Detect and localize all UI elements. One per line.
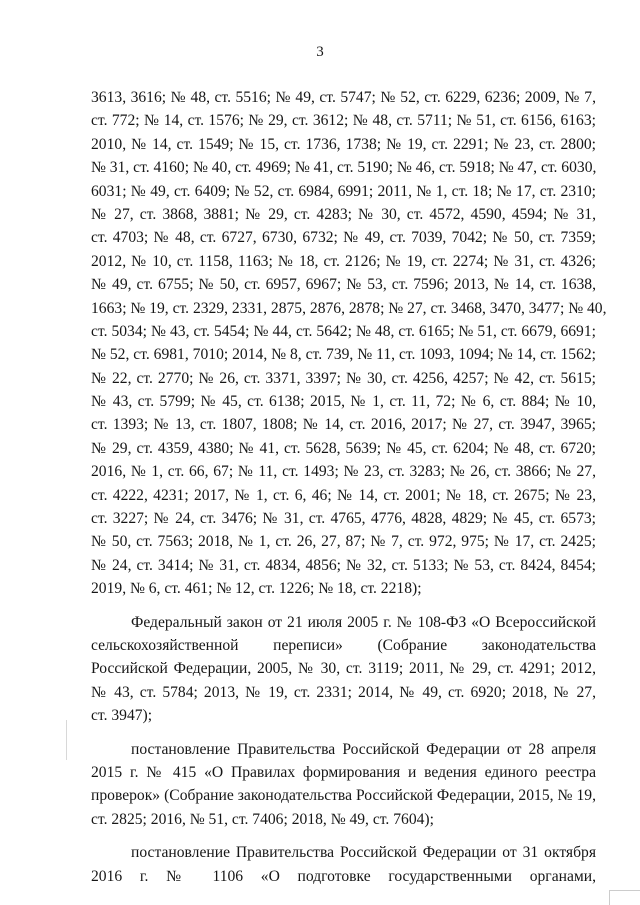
- text-line: № 31, ст. 4160; № 40, ст. 4969; № 41, ст. 5190; № 46, ст. 5918; № 47, ст. 6030,: [91, 159, 597, 177]
- text-line: № 24, ст. 3414; № 31, ст. 4834, 4856; № 32, ст. 5133; № 53, ст. 8424, 8454;: [91, 556, 596, 574]
- text-line: 2015 г. № 415 «О Правилах формирования и ведения единого реестра: [91, 763, 596, 781]
- page-corner-artifact: [609, 890, 640, 905]
- document-body: [91, 86, 607, 888]
- text-line: постановление Правительства Российской Федерации от 28 апреля: [131, 740, 596, 758]
- paragraph-gap: [91, 601, 596, 611]
- text-line: ст. 1393; № 13, ст. 1807, 1808; № 14, ст. 2016, 2017; № 27, ст. 3947, 3965;: [91, 416, 596, 434]
- text-line: ст. 4222, 4231; 2017, № 1, ст. 6, 46; № 14, ст. 2001; № 18, ст. 2675; № 23,: [91, 486, 596, 504]
- paragraph-gap: [91, 728, 596, 738]
- text-line: ст. 772; № 14, ст. 1576; № 29, ст. 3612; № 48, ст. 5711; № 51, ст. 6156, 6163;: [91, 112, 596, 130]
- text-line: ст. 4703; № 48, ст. 6727, 6730, 6732; № 49, ст. 7039, 7042; № 50, ст. 7359;: [91, 229, 596, 247]
- text-line: ст. 5034; № 43, ст. 5454; № 44, ст. 5642; № 48, ст. 6165; № 51, ст. 6679, 6691;: [91, 322, 596, 340]
- text-line: № 50, ст. 7563; 2018, № 1, ст. 26, 27, 87; № 7, ст. 972, 975; № 17, ст. 2425;: [91, 533, 596, 551]
- text-line: проверок» (Собрание законодательства Российской Федерации, 2015, № 19,: [91, 787, 596, 805]
- text-line: постановление Правительства Российской Федерации от 31 октября: [131, 844, 596, 862]
- paragraph-gap: [91, 831, 596, 841]
- text-line: № 52, ст. 6981, 7010; 2014, № 8, ст. 739, № 11, ст. 1093, 1094; № 14, ст. 1562;: [91, 346, 596, 364]
- text-line: Российской Федерации, 2005, № 30, ст. 3119; 2011, № 29, ст. 4291; 2012,: [91, 660, 596, 678]
- scan-artifact: [66, 720, 67, 760]
- text-line: 1663; № 19, ст. 2329, 2331, 2875, 2876, 2878; № 27, ст. 3468, 3470, 3477; № 40,: [91, 299, 607, 317]
- text-line: № 49, ст. 6755; № 50, ст. 6957, 6967; № 53, ст. 7596; 2013, № 14, ст. 1638,: [91, 276, 596, 294]
- text-line: 2016 г. № 1106 «О подготовке государственными органами,: [91, 867, 596, 885]
- text-line: ст. 2825; 2016, № 51, ст. 7406; 2018, № 49, ст. 7604);: [91, 810, 434, 828]
- page-number: 3: [316, 44, 324, 60]
- text-line: 2016, № 1, ст. 66, 67; № 11, ст. 1493; № 23, ст. 3283; № 26, ст. 3866; № 27,: [91, 463, 596, 481]
- text-line: ст. 3947);: [91, 707, 153, 725]
- text-line: 3613, 3616; № 48, ст. 5516; № 49, ст. 5747; № 52, ст. 6229, 6236; 2009, № 7,: [91, 89, 596, 106]
- federal-law-108-paragraph: [91, 611, 596, 728]
- text-line: № 43, ст. 5799; № 45, ст. 6138; 2015, № 1, ст. 11, 72; № 6, ст. 884; № 10,: [91, 393, 596, 411]
- text-line: 2019, № 6, ст. 461; № 12, ст. 1226; № 18, ст. 2218);: [91, 580, 422, 598]
- text-line: ст. 3227; № 24, ст. 3476; № 31, ст. 4765, 4776, 4828, 4829; № 45, ст. 6573;: [91, 510, 596, 528]
- text-line: 6031; № 49, ст. 6409; № 52, ст. 6984, 6991; 2011, № 1, ст. 18; № 17, ст. 2310;: [91, 182, 596, 200]
- text-line: № 27, ст. 3868, 3881; № 29, ст. 4283; № 30, ст. 4572, 4590, 4594; № 31,: [91, 205, 596, 223]
- resolution-415-paragraph: [91, 738, 596, 832]
- citation-list-paragraph: [91, 86, 607, 601]
- resolution-1106-paragraph: [91, 841, 596, 888]
- text-line: 2012, № 10, ст. 1158, 1163; № 18, ст. 2126; № 19, ст. 2274; № 31, ст. 4326;: [91, 252, 596, 270]
- text-line: № 43, ст. 5784; 2013, № 19, ст. 2331; 2014, № 49, ст. 6920; 2018, № 27,: [91, 683, 596, 701]
- text-line: 2010, № 14, ст. 1549; № 15, ст. 1736, 1738; № 19, ст. 2291; № 23, ст. 2800;: [91, 135, 596, 153]
- text-line: сельскохозяйственной переписи» (Собрание законодательства: [91, 636, 596, 654]
- text-line: № 22, ст. 2770; № 26, ст. 3371, 3397; № 30, ст. 4256, 4257; № 42, ст. 5615;: [91, 369, 596, 387]
- text-line: Федеральный закон от 21 июля 2005 г. № 108-ФЗ «О Всероссийской: [131, 613, 596, 631]
- text-line: № 29, ст. 4359, 4380; № 41, ст. 5628, 5639; № 45, ст. 6204; № 48, ст. 6720;: [91, 439, 596, 457]
